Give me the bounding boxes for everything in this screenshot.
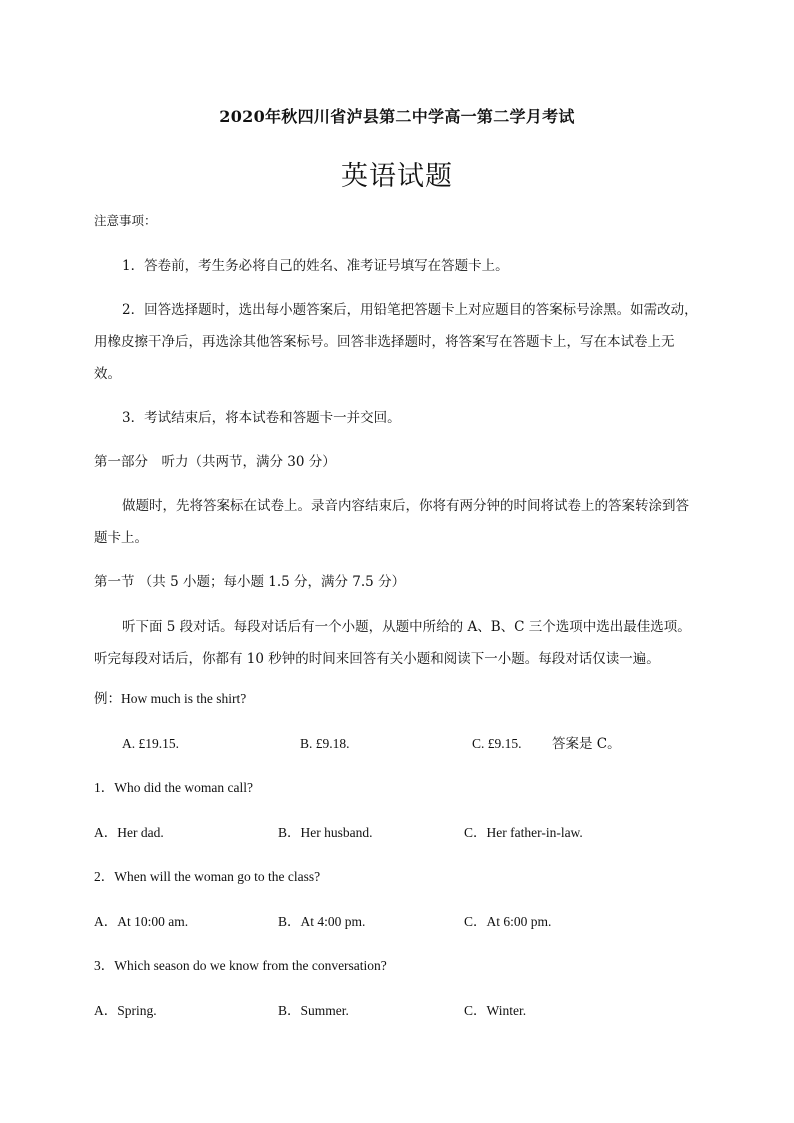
example-option-c: C. £9.15. — [472, 736, 522, 751]
example-option-a: A. £19.15. — [122, 736, 179, 751]
exam-title: 2020年秋四川省泸县第二中学高一第二学月考试 — [219, 107, 575, 126]
section1-heading: 第一节 （共 5 小题；每小题 1.5 分，满分 7.5 分） — [94, 574, 406, 590]
question-1-option-b: B．Her husband. — [278, 825, 373, 840]
part1-intro-line-2: 题卡上。 — [94, 530, 148, 546]
question-2-option-b: B．At 4:00 pm. — [278, 914, 366, 929]
question-2-stem: 2．When will the woman go to the class? — [94, 869, 321, 884]
section1-intro-line-1: 听下面 5 段对话。每段对话后有一个小题，从题中所给的 A、B、C 三个选项中选出最佳选项。 — [122, 619, 691, 635]
question-3-option-c: C．Winter. — [464, 1003, 527, 1018]
part1-intro-line-1: 做题时，先将答案标在试卷上。录音内容结束后，你将有两分钟的时间将试卷上的答案转涂到答 — [122, 498, 689, 514]
notice-item-2-line-2: 用橡皮擦干净后，再选涂其他答案标号。回答非选择题时，将答案写在答题卡上，写在本试卷上无 — [94, 334, 675, 350]
question-1-stem: 1．Who did the woman call? — [94, 780, 253, 795]
section1-intro-line-2: 听完每段对话后，你都有 10 秒钟的时间来回答有关小题和阅读下一小题。每段对话仅读一遍。 — [94, 651, 660, 667]
notice-item-1: 1．答卷前，考生务必将自己的姓名、准考证号填写在答题卡上。 — [122, 258, 509, 274]
question-3-option-b: B．Summer. — [278, 1003, 349, 1018]
example-answer: 答案是 C。 — [552, 736, 621, 752]
notice-heading: 注意事项： — [94, 213, 157, 228]
notice-item-2-line-3: 效。 — [94, 366, 121, 382]
part1-heading: 第一部分 听力（共两节，满分 30 分） — [94, 454, 336, 470]
question-1-option-a: A．Her dad. — [94, 825, 164, 840]
example-question: 例：How much is the shirt? — [94, 691, 247, 706]
example-option-b: B. £9.18. — [300, 736, 350, 751]
notice-item-2-line-1: 2．回答选择题时，选出每小题答案后，用铅笔把答题卡上对应题目的答案标号涂黑。如需改动， — [122, 302, 698, 318]
question-2-option-a: A．At 10:00 am. — [94, 914, 189, 929]
notice-item-3: 3．考试结束后，将本试卷和答题卡一并交回。 — [122, 410, 401, 426]
question-3-stem: 3．Which season do we know from the conversation? — [94, 958, 387, 973]
question-2-option-c: C．At 6:00 pm. — [464, 914, 552, 929]
question-3-option-a: A．Spring. — [94, 1003, 157, 1018]
subject-title: 英语试题 — [341, 161, 453, 192]
question-1-option-c: C．Her father-in-law. — [464, 825, 583, 840]
